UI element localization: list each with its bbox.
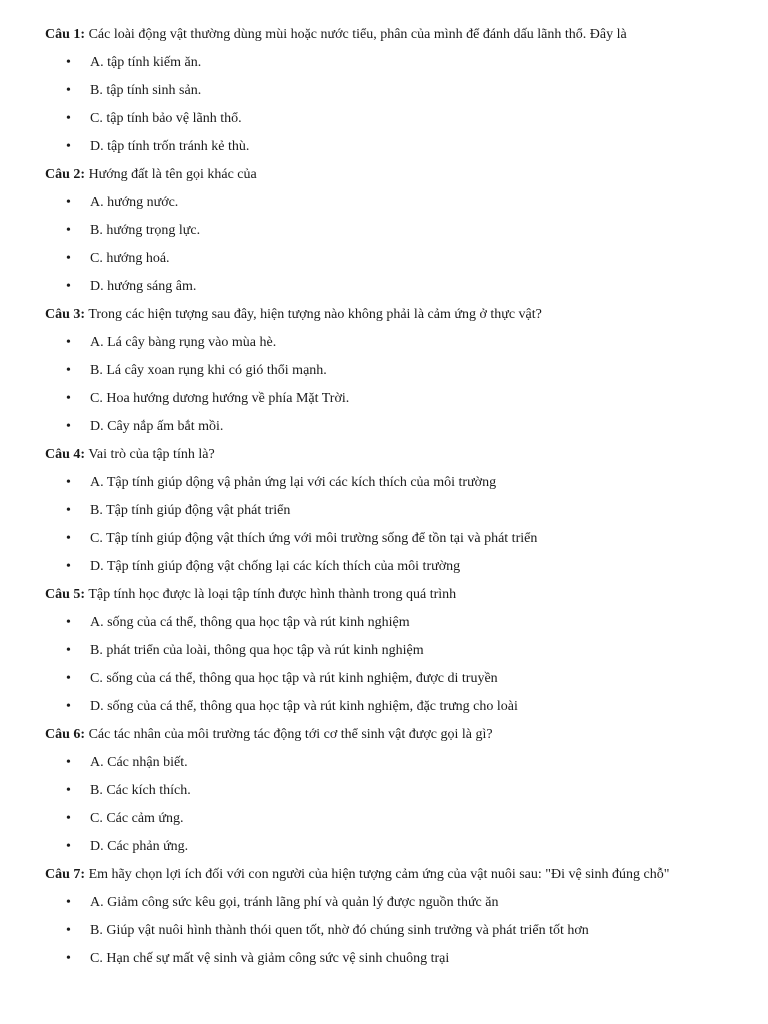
option-text: A. Lá cây bàng rụng vào mùa hè. [90, 335, 277, 350]
list-item [45, 669, 738, 689]
option-text: B. Giúp vật nuôi hình thành thói quen tốt, nhờ đó chúng sinh trưởng và phát triển tốt hơn [90, 923, 589, 938]
bullet-icon: • [66, 895, 71, 910]
options-list-6 [45, 753, 738, 857]
option-text: C. Hạn chế sự mất vệ sinh và giảm công sức vệ sinh chuông trại [90, 951, 450, 966]
list-item [45, 221, 738, 241]
question-label: Câu 4: [45, 447, 86, 462]
bullet-icon: • [66, 699, 71, 714]
question-label: Câu 1: [45, 27, 86, 42]
list-item [45, 137, 738, 157]
bullet-icon: • [66, 391, 71, 406]
question-4 [45, 445, 738, 465]
question-text: Trong các hiện tượng sau đây, hiện tượng nào không phải là cảm ứng ở thực vật? [88, 307, 542, 322]
option-text: B. tập tính sinh sản. [90, 83, 202, 98]
list-item [45, 921, 738, 941]
bullet-icon: • [66, 559, 71, 574]
option-text: C. Các cảm ứng. [90, 811, 184, 826]
list-item [45, 361, 738, 381]
bullet-icon: • [66, 755, 71, 770]
option-text: A. sống của cá thể, thông qua học tập và rút kinh nghiệm [90, 615, 410, 630]
question-label: Câu 5: [45, 587, 86, 602]
option-text: B. Các kích thích. [90, 783, 191, 798]
list-item [45, 53, 738, 73]
bullet-icon: • [66, 195, 71, 210]
option-text: B. phát triển của loài, thông qua học tập và rút kinh nghiệm [90, 643, 424, 658]
option-text: B. Lá cây xoan rụng khi có gió thổi mạnh. [90, 363, 327, 378]
list-item [45, 529, 738, 549]
option-text: D. Tập tính giúp động vật chống lại các kích thích của môi trường [90, 559, 461, 574]
list-item [45, 781, 738, 801]
list-item [45, 893, 738, 913]
question-text: Hướng đất là tên gọi khác của [88, 167, 257, 182]
options-list-1 [45, 53, 738, 157]
question-text: Tập tính học được là loại tập tính được hình thành trong quá trình [88, 587, 457, 602]
option-text: B. Tập tính giúp động vật phát triển [90, 503, 291, 518]
option-text: D. Các phản ứng. [90, 839, 189, 854]
bullet-icon: • [66, 279, 71, 294]
option-text: D. hướng sáng âm. [90, 279, 197, 294]
bullet-icon: • [66, 55, 71, 70]
question-label: Câu 7: [45, 867, 86, 882]
option-text: C. tập tính bảo vệ lãnh thổ. [90, 111, 242, 126]
list-item [45, 109, 738, 129]
question-label: Câu 3: [45, 307, 86, 322]
list-item [45, 641, 738, 661]
question-text: Các loài động vật thường dùng mùi hoặc nước tiểu, phân của mình để đánh dấu lãnh thổ. Đây là [88, 27, 627, 42]
list-item [45, 277, 738, 297]
option-text: C. Tập tính giúp động vật thích ứng với môi trường sống để tồn tại và phát triển [90, 531, 538, 546]
question-7 [45, 865, 738, 885]
list-item [45, 809, 738, 829]
options-list-4 [45, 473, 738, 577]
option-text: C. sống của cá thể, thông qua học tập và rút kinh nghiệm, được di truyền [90, 671, 498, 686]
list-item [45, 501, 738, 521]
options-list-7 [45, 893, 738, 969]
list-item [45, 697, 738, 717]
option-text: C. Hoa hướng dương hướng về phía Mặt Trời. [90, 391, 350, 406]
list-item [45, 949, 738, 969]
bullet-icon: • [66, 419, 71, 434]
bullet-icon: • [66, 251, 71, 266]
list-item [45, 81, 738, 101]
list-item [45, 753, 738, 773]
bullet-icon: • [66, 503, 71, 518]
bullet-icon: • [66, 139, 71, 154]
bullet-icon: • [66, 335, 71, 350]
option-text: D. Cây nắp ấm bắt mồi. [90, 419, 224, 434]
question-1 [45, 25, 738, 45]
list-item [45, 333, 738, 353]
bullet-icon: • [66, 223, 71, 238]
option-text: C. hướng hoá. [90, 251, 170, 266]
question-text: Vai trò của tập tính là? [88, 447, 215, 462]
bullet-icon: • [66, 839, 71, 854]
bullet-icon: • [66, 615, 71, 630]
list-item [45, 613, 738, 633]
question-text: Các tác nhân của môi trường tác động tới cơ thể sinh vật được gọi là gì? [88, 727, 493, 742]
bullet-icon: • [66, 923, 71, 938]
list-item [45, 473, 738, 493]
option-text: A. Các nhận biết. [90, 755, 188, 770]
bullet-icon: • [66, 951, 71, 966]
option-text: A. Giảm công sức kêu gọi, tránh lãng phí và quản lý được nguồn thức ăn [90, 895, 499, 910]
options-list-3 [45, 333, 738, 437]
question-3 [45, 305, 738, 325]
question-label: Câu 6: [45, 727, 86, 742]
bullet-icon: • [66, 671, 71, 686]
question-text: Em hãy chọn lợi ích đối với con người của hiện tượng cảm ứng của vật nuôi sau: "Đi vệ sinh đúng chỗ" [88, 867, 670, 882]
option-text: A. tập tính kiếm ăn. [90, 55, 202, 70]
question-label: Câu 2: [45, 167, 86, 182]
bullet-icon: • [66, 475, 71, 490]
option-text: B. hướng trọng lực. [90, 223, 201, 238]
bullet-icon: • [66, 111, 71, 126]
bullet-icon: • [66, 783, 71, 798]
option-text: D. tập tính trốn tránh kẻ thù. [90, 139, 250, 154]
bullet-icon: • [66, 363, 71, 378]
options-list-2 [45, 193, 738, 297]
bullet-icon: • [66, 531, 71, 546]
question-5 [45, 585, 738, 605]
list-item [45, 389, 738, 409]
question-2 [45, 165, 738, 185]
bullet-icon: • [66, 811, 71, 826]
bullet-icon: • [66, 83, 71, 98]
list-item [45, 249, 738, 269]
list-item [45, 193, 738, 213]
list-item [45, 417, 738, 437]
list-item [45, 557, 738, 577]
option-text: D. sống của cá thể, thông qua học tập và rút kinh nghiệm, đặc trưng cho loài [90, 699, 518, 714]
options-list-5 [45, 613, 738, 717]
question-6 [45, 725, 738, 745]
bullet-icon: • [66, 643, 71, 658]
list-item [45, 837, 738, 857]
option-text: A. hướng nước. [90, 195, 179, 210]
option-text: A. Tập tính giúp dộng vậ phản ứng lại với các kích thích của môi trường [90, 475, 497, 490]
